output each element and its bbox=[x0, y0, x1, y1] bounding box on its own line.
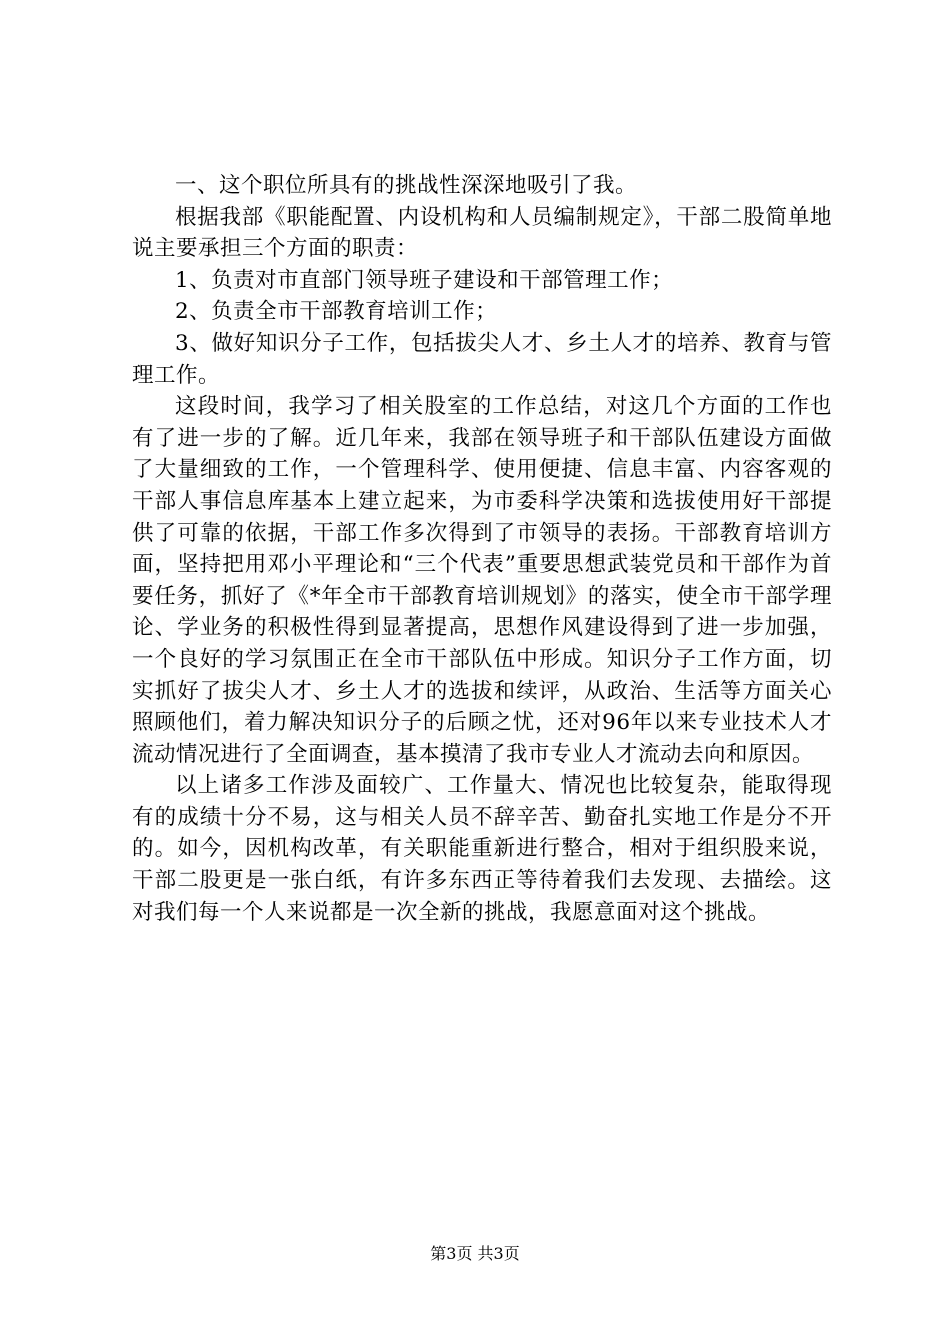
paragraph-intro: 根据我部《职能配置、内设机构和人员编制规定》，干部二股简单地说主要承担三个方面的职责： bbox=[132, 204, 832, 262]
paragraph-duty-3: 3、做好知识分子工作，包括拔尖人才、乡土人才的培养、教育与管理工作。 bbox=[132, 330, 832, 388]
page-footer: 第3页 共3页 bbox=[430, 1244, 520, 1263]
paragraph-work-summary: 这段时间，我学习了相关股室的工作总结，对这几个方面的工作也有了进一步的了解。近几年来，我部在领导班子和干部队伍建设方面做了大量细致的工作，一个管理科学、使用便捷、信息丰富、内容客观的干部人事信息库基本上建立起来，为市委科学决策和选拔使用好干部提供了可靠的依据，干部工作多次得到了市领导的表扬。干部教育培训方面，坚持把用邓小平理论和“三个代表”重要思想武装党员和干部作为首要任务，抓好了《*年全市干部教育培训规划》的落实，使全市干部学理论、学业务的积极性得到显著提高，思想作风建设得到了进一步加强，一个良好的学习氛围正在全市干部队伍中形成。知识分子工作方面，切实抓好了拔尖人才、乡土人才的选拔和续评，从政治、生活等方面关心照顾他们，着力解决知识分子的后顾之忧，还对96年以来专业技术人才流动情况进行了全面调查，基本摸清了我市专业人才流动去向和原因。 bbox=[132, 394, 832, 767]
document-body bbox=[132, 170, 832, 928]
paragraph-duty-2: 2、负责全市干部教育培训工作； bbox=[175, 299, 498, 325]
paragraph-duty-1: 1、负责对市直部门领导班子建设和干部管理工作； bbox=[175, 267, 674, 293]
paragraph-heading: 一、这个职位所具有的挑战性深深地吸引了我。 bbox=[175, 173, 638, 198]
paragraph-conclusion: 以上诸多工作涉及面较广、工作量大、情况也比较复杂，能取得现有的成绩十分不易，这与相关人员不辞辛苦、勤奋扎实地工作是分不开的。如今，因机构改革，有关职能重新进行整合，相对于组织股来说，干部二股更是一张白纸，有许多东西正等待着我们去发现、去描绘。这对我们每一个人来说都是一次全新的挑战，我愿意面对这个挑战。 bbox=[132, 773, 832, 925]
